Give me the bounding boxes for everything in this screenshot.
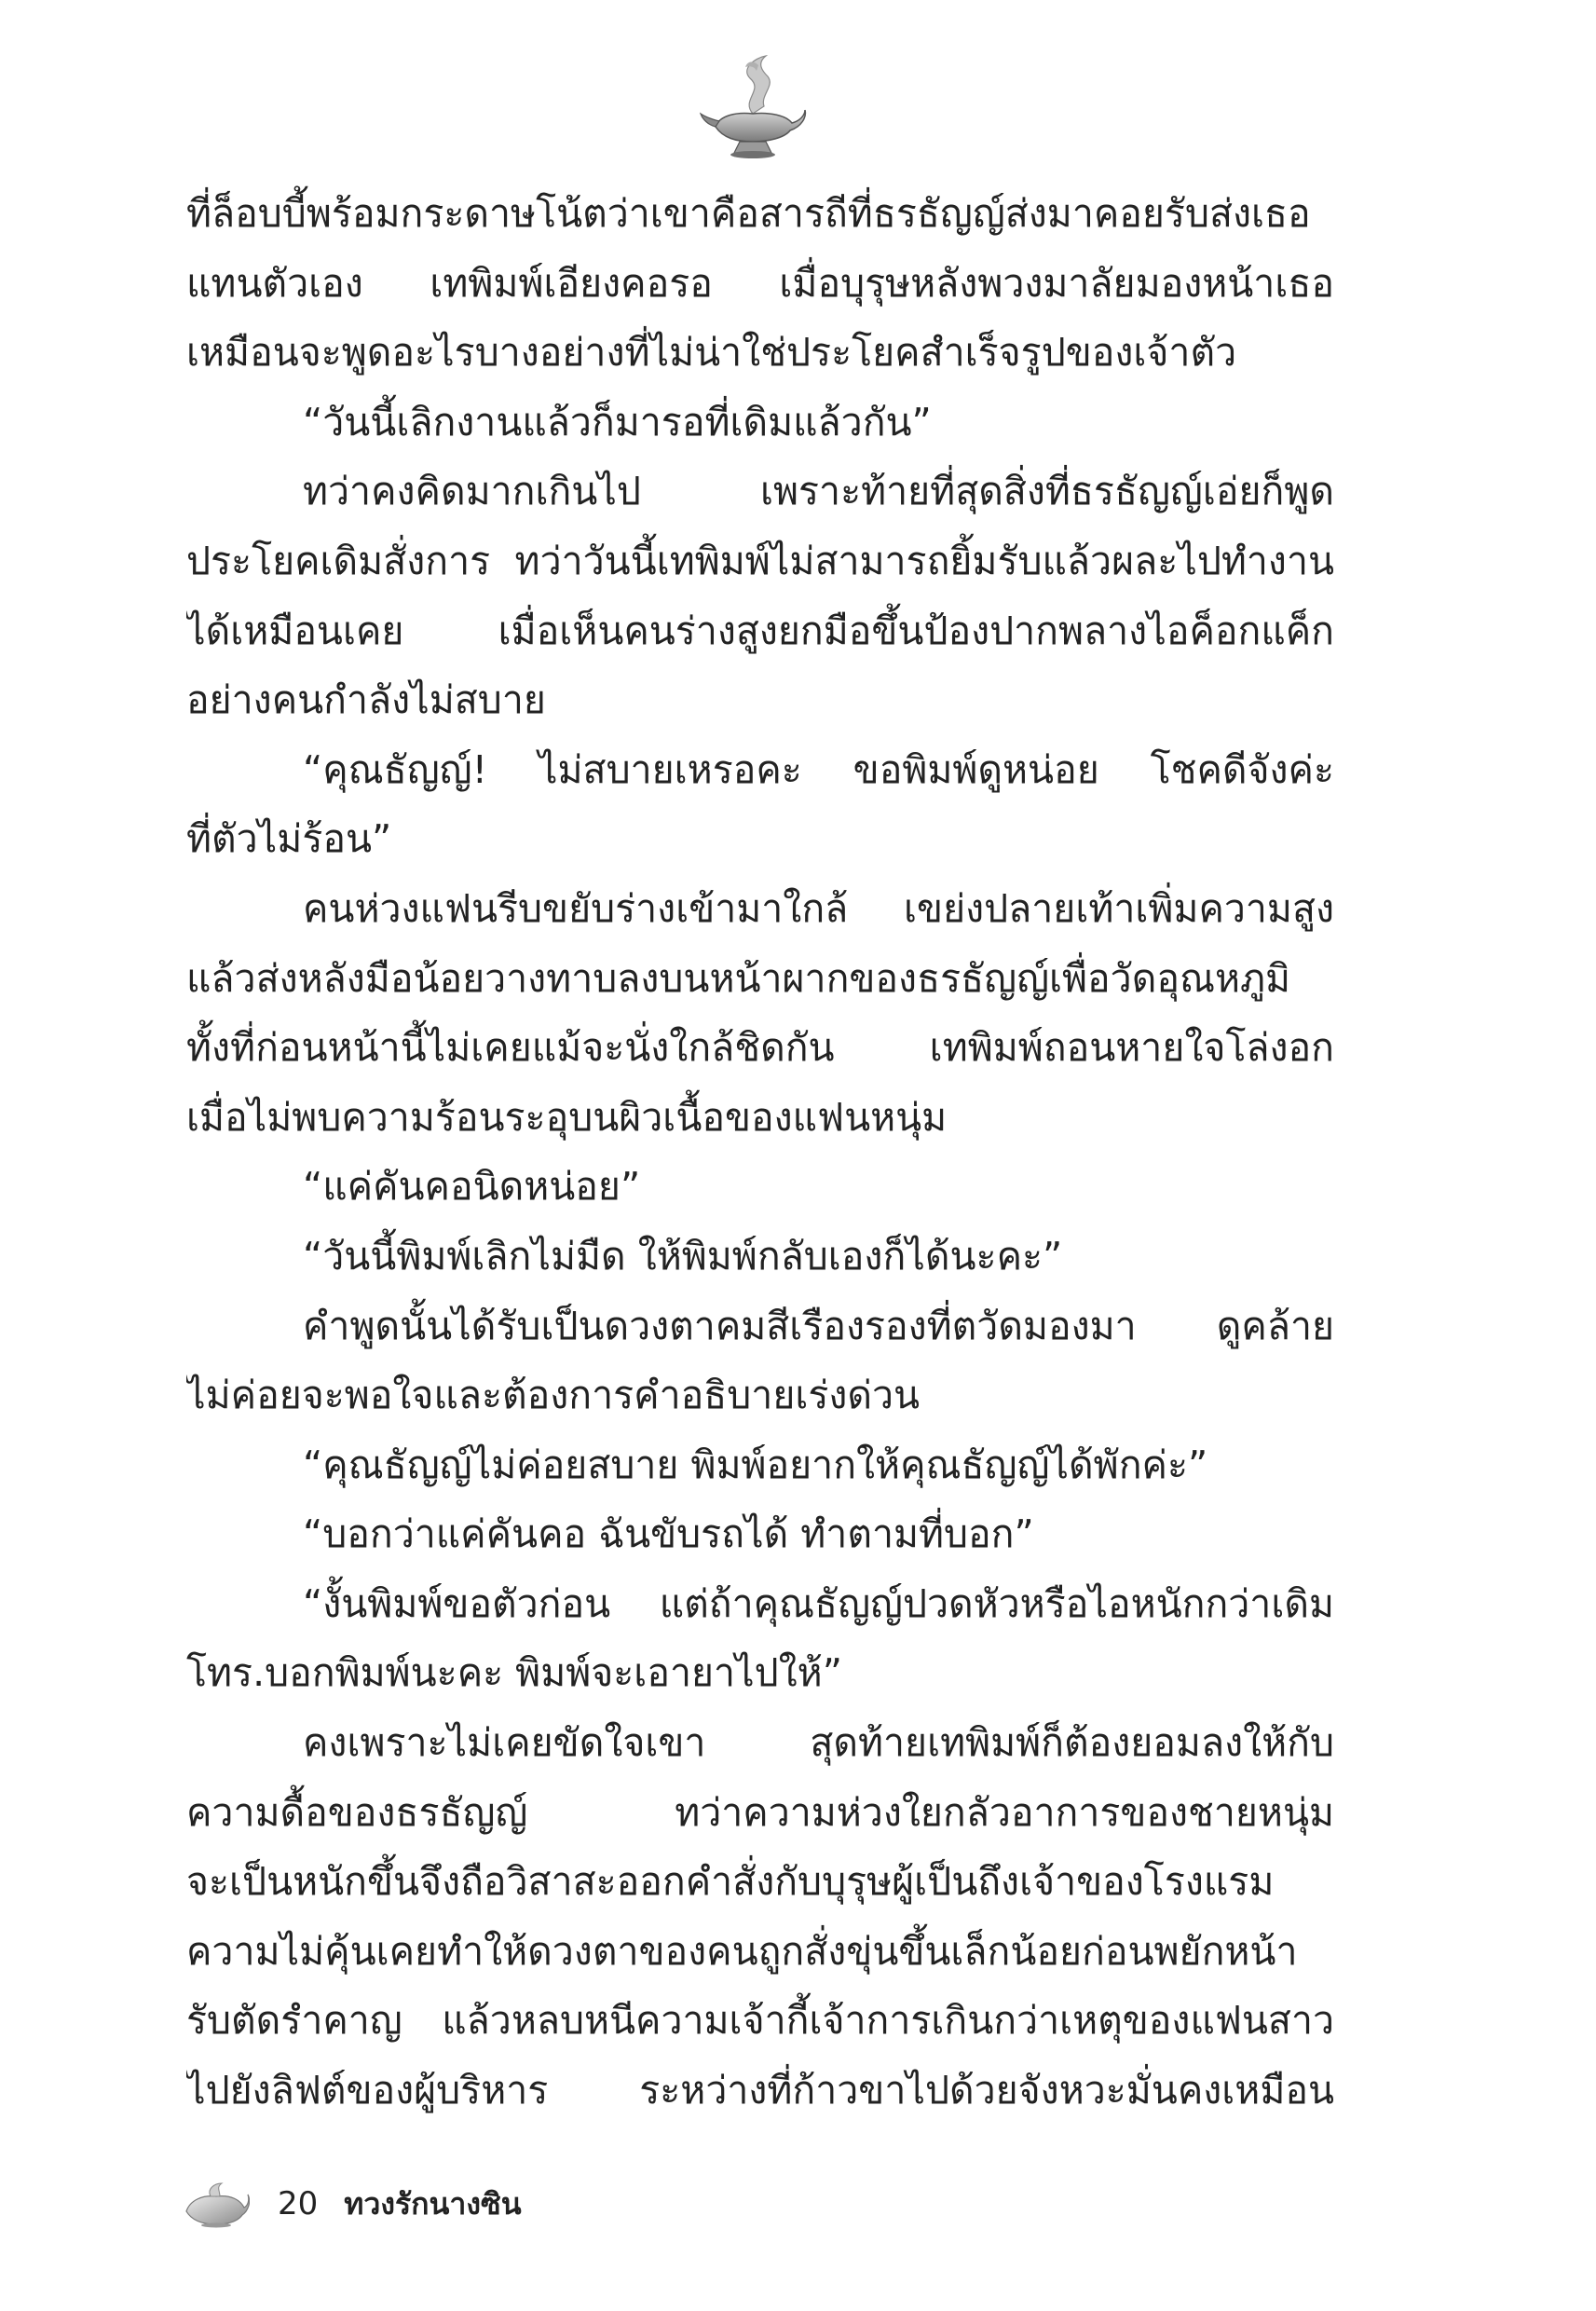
text-line: “วันนี้พิมพ์เลิกไม่มืด ให้พิมพ์กลับเองก็ได้นะคะ” xyxy=(303,1233,1063,1279)
text-line: “งั้นพิมพ์ขอตัวก่อน แต่ถ้าคุณธัญญ์ปวดหัวหรือไอหนักกว่าเดิม xyxy=(303,1580,1334,1626)
text-line: อย่างคนกำลังไม่สบาย xyxy=(186,677,546,723)
text-line: ที่ตัวไม่ร้อน” xyxy=(186,816,392,862)
text-line: คำพูดนั้นได้รับเป็นดวงตาคมสีเรืองรองที่ตวัดมองมา ดูคล้าย xyxy=(303,1303,1334,1348)
text-line: ไม่ค่อยจะพอใจและต้องการคำอธิบายเร่งด่วน xyxy=(186,1373,921,1418)
text-line: เหมือนจะพูดอะไรบางอย่างที่ไม่น่าใช่ประโยคสำเร็จรูปของเจ้าตัว xyxy=(186,330,1237,376)
page-footer xyxy=(183,2176,522,2232)
text-line: “คุณธัญญ์ไม่ค่อยสบาย พิมพ์อยากให้คุณธัญญ์ได้พักค่ะ” xyxy=(303,1442,1208,1487)
text-line: ประโยคเดิมสั่งการ ทว่าวันนี้เทพิมพ์ไม่สามารถยิ้มรับแล้วผละไปทำงาน xyxy=(186,538,1334,583)
lamp-ornament-icon xyxy=(183,2180,250,2228)
text-line: จะเป็นหนักขึ้นจึงถือวิสาสะออกคำสั่งกับบุรุษผู้เป็นถึงเจ้าของโรงแรม xyxy=(186,1859,1275,1905)
text-line: “วันนี้เลิกงานแล้วก็มารอที่เดิมแล้วกัน” xyxy=(303,399,932,444)
genie-lamp-ornament-icon xyxy=(699,48,807,160)
text-line: “คุณธัญญ์! ไม่สบายเหรอคะ ขอพิมพ์ดูหน่อย โชคดีจังค่ะ xyxy=(303,746,1334,792)
text-line: แล้วส่งหลังมือน้อยวางทาบลงบนหน้าผากของธรธัญญ์เพื่อวัดอุณหภูมิ xyxy=(186,955,1291,1001)
text-line: “แค่คันคอนิดหน่อย” xyxy=(303,1164,641,1210)
text-line: โทร.บอกพิมพ์นะคะ พิมพ์จะเอายาไปให้” xyxy=(186,1650,842,1696)
text-line: ทว่าคงคิดมากเกินไป เพราะท้ายที่สุดสิ่งที่ธรธัญญ์เอ่ยก็พูด xyxy=(303,469,1334,514)
book-title: ทวงรักนางซิน xyxy=(344,2185,522,2222)
text-line: คงเพราะไม่เคยขัดใจเขา สุดท้ายเทพิมพ์ก็ต้องยอมลงให้กับ xyxy=(303,1720,1334,1766)
text-line: ไปยังลิฟต์ของผู้บริหาร ระหว่างที่ก้าวขาไปด้วยจังหวะมั่นคงเหมือน xyxy=(186,2068,1334,2113)
text-line: “บอกว่าแค่คันคอ ฉันขับรถได้ ทำตามที่บอก” xyxy=(303,1511,1034,1557)
text-line: ที่ล็อบบี้พร้อมกระดาษโน้ตว่าเขาคือสารถีที่ธรธัญญ์ส่งมาคอยรับส่งเธอ xyxy=(186,191,1311,236)
text-line: เมื่อไม่พบความร้อนระอุบนผิวเนื้อของแฟนหนุ่ม xyxy=(186,1094,948,1140)
text-line: รับตัดรำคาญ แล้วหลบหนีความเจ้ากี้เจ้าการเกินกว่าเหตุของแฟนสาว xyxy=(186,1998,1334,2044)
text-line: คนห่วงแฟนรีบขยับร่างเข้ามาใกล้ เขย่งปลายเท้าเพิ่มความสูง xyxy=(303,885,1334,931)
page-number: 20 xyxy=(278,2185,319,2222)
text-line: แทนตัวเอง เทพิมพ์เอียงคอรอ เมื่อบุรุษหลังพวงมาลัยมองหน้าเธอ xyxy=(186,260,1334,306)
text-line: ได้เหมือนเคย เมื่อเห็นคนร่างสูงยกมือขึ้นป้องปากพลางไอค็อกแค็ก xyxy=(186,608,1334,653)
body-text xyxy=(186,179,1334,2126)
text-line: ความดื้อของธรธัญญ์ ทว่าความห่วงใยกลัวอาการของชายหนุ่ม xyxy=(186,1789,1334,1835)
text-line: ความไม่คุ้นเคยทำให้ดวงตาของคนถูกสั่งขุ่นขึ้นเล็กน้อยก่อนพยักหน้า xyxy=(186,1928,1298,1974)
text-line: ทั้งที่ก่อนหน้านี้ไม่เคยแม้จะนั่งใกล้ชิดกัน เทพิมพ์ถอนหายใจโล่งอก xyxy=(186,1025,1334,1071)
